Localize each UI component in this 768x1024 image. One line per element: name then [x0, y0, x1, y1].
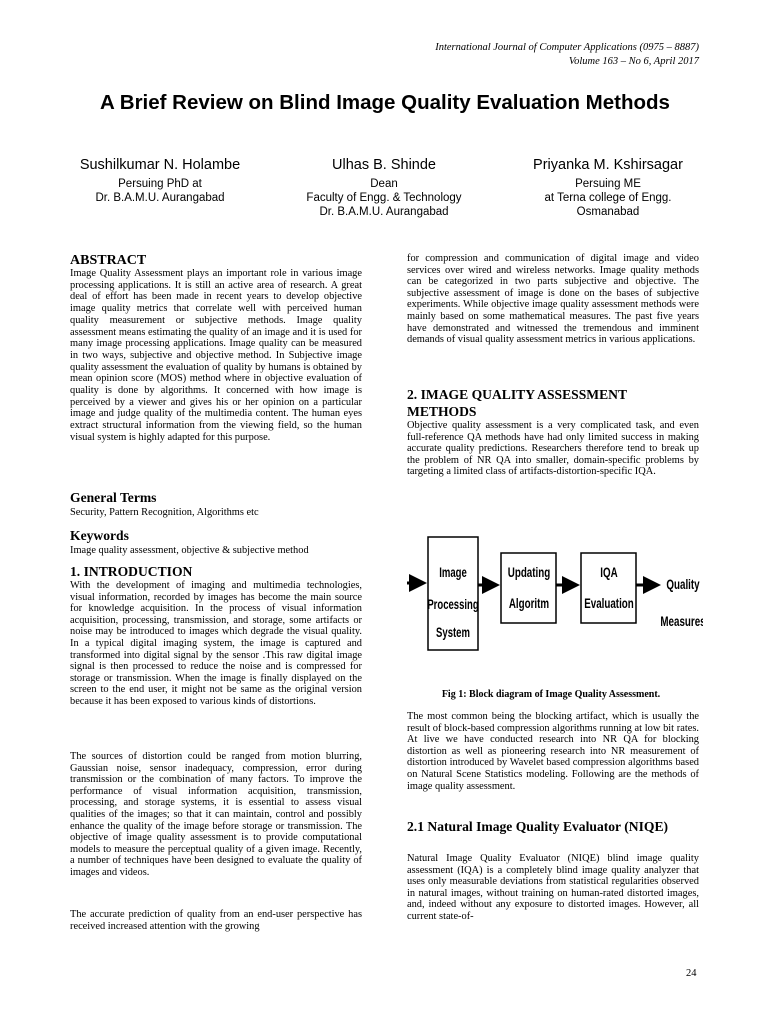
box3-line2: Evaluation: [584, 595, 634, 612]
author-1: [60, 156, 260, 205]
section-2-heading: 2. IMAGE QUALITY ASSESSMENT METHODS: [407, 387, 627, 419]
intro-paragraph-3: The accurate prediction of quality from an end-user perspective has received increased attention with the growing: [70, 909, 362, 932]
author-affiliation: Persuing ME: [575, 178, 641, 190]
box2-line1: Updating: [507, 564, 551, 581]
output-line1: Quality: [666, 576, 700, 593]
author-2: [284, 156, 484, 219]
section-2-text: Objective quality assessment is a very complicated task, and even full-reference QA methods have had only limited success in making accurate quality predictions. Researchers therefore tend to break up the problem of NR QA into smaller, domain-specific problems by targeting a limited class of artifacts-distortion-specific IQA.: [407, 420, 699, 478]
abstract-heading: ABSTRACT: [70, 253, 147, 268]
abstract-text: Image Quality Assessment plays an important role in various image processing applications. It is still an active area of research. A great deal of effort has been made in recent years to develop objective image quality metrics that correlate well with perceived human quality measurement or subjective methods. Image quality assessment means estimating the quality of an image and it is used for many image processing applications. Image quality can be measured in two ways, subjective and objective method. In Subjective image quality assessment the evaluation of quality by humans is obtained by mean opinion score (MOS) method where in objective evaluation of quality is done by algorithms. It concerned with how image is perceived by a viewer and gives his or her opinion on a particular image and judge quality of the multimedia content. The human eyes extract structural information from the viewing field, so the human visual system is highly adapted for this purpose.: [70, 268, 362, 443]
continued-paragraph: for compression and communication of digital image and video services over wired and wireless networks. Image quality methods can be categorized in two parts subjective and objective. The subjective assessment of image is done on the bases of subjective experiments. While objective image quality assessment methods were mainly based on some mathematical measures. The past five years have demonstrated and witnessed the tremendous and imminent demands of visual quality assessment metrics in various applications.: [407, 253, 699, 346]
box1-line1: Image: [439, 564, 467, 581]
intro-paragraph-2: The sources of distortion could be ranged from motion blurring, Gaussian noise, sensor inadequacy, compression, error during transmission or the combination of many factors. To improve the performance of visual information acquisition, transmission, processing, and storage systems, it is essential to assess visual qualities of the images; so that it can maintain, control and possibly enhance the quality of the image before storage or transmission. The objective of image quality assessment is to provide computational models to measure the perceptual quality of a given image. Recently, a number of techniques have been designed to evaluate the quality of images and videos.: [70, 751, 362, 878]
author-affiliation: Dean: [370, 178, 398, 190]
block-diagram-svg: [405, 533, 703, 655]
author-affiliation: at Terna college of Engg.: [544, 192, 672, 204]
author-affiliation: Persuing PhD at: [118, 178, 202, 190]
author-3: [508, 156, 708, 219]
figure-caption: Fig 1: Block diagram of Image Quality Assessment.: [441, 689, 661, 700]
keywords-heading: Keywords: [70, 528, 129, 543]
author-name: Sushilkumar N. Holambe: [79, 157, 241, 173]
box3-line1: IQA: [600, 564, 618, 581]
author-name: Ulhas B. Shinde: [332, 157, 436, 173]
block-diagram-figure: [405, 533, 703, 655]
general-terms-heading: General Terms: [70, 490, 157, 505]
author-affiliation: Dr. B.A.M.U. Aurangabad: [319, 206, 449, 218]
box1-line3: System: [436, 624, 470, 641]
journal-name: International Journal of Computer Applications (0975 – 8887): [435, 42, 699, 53]
page-number: 24: [686, 968, 697, 979]
author-affiliation: Osmanabad: [576, 206, 640, 218]
intro-paragraph-1: With the development of imaging and multimedia technologies, visual information, recorded by images has become the main source for knowledge acquisition. In the process of visual information acquisition, processing, transmission, and storage, some artifacts or noise may be introduced to images which degrade the visual quality. In a typical digital imaging system, the image is captured and transformed into digital signal by the sensor .This raw digital image signal is then processed to reduce the noise and is compressed for storage or transmission. When the image is finally displayed on the screen to the end user, it might not be same as the original version because it has been exposed to various kinds of distortions.: [70, 580, 362, 707]
introduction-heading: 1. INTRODUCTION: [70, 564, 193, 579]
box1-line2: Processing: [427, 596, 479, 613]
box2-line2: Algoritm: [508, 595, 550, 612]
paragraph-after-figure: The most common being the blocking artifact, which is usually the result of block-based compression algorithms running at low bit rates. At live we have conducted research into NR QA for blocking distortion as well as pioneering research into NR measurement of distortion introduced by Wavelet based compression algorithms based on Natural Scene Statistics modeling. Following are the methods of image quality assessment.: [407, 711, 699, 792]
paper-title: A Brief Review on Blind Image Quality Evaluation Methods: [100, 91, 670, 114]
journal-volume: Volume 163 – No 6, April 2017: [568, 56, 699, 67]
general-terms-text: Security, Pattern Recognition, Algorithms etc: [70, 507, 259, 518]
output-line2: Measures: [660, 613, 703, 630]
section-2-1-heading: 2.1 Natural Image Quality Evaluator (NIQE): [407, 819, 669, 834]
journal-header: [435, 41, 699, 69]
section-2-1-text: Natural Image Quality Evaluator (NIQE) blind image quality assessment (IQA) is a completely blind image quality analyzer that uses only measurable deviations from statistical regularities observed in natural images, without training on human-rated distorted images, and, indeed without any exposure to distorted images. However, all current state-of-: [407, 853, 699, 922]
keywords-text: Image quality assessment, objective & subjective method: [70, 545, 309, 556]
author-name: Priyanka M. Kshirsagar: [533, 157, 683, 173]
author-affiliation: Dr. B.A.M.U. Aurangabad: [95, 192, 225, 204]
author-affiliation: Faculty of Engg. & Technology: [306, 192, 462, 204]
